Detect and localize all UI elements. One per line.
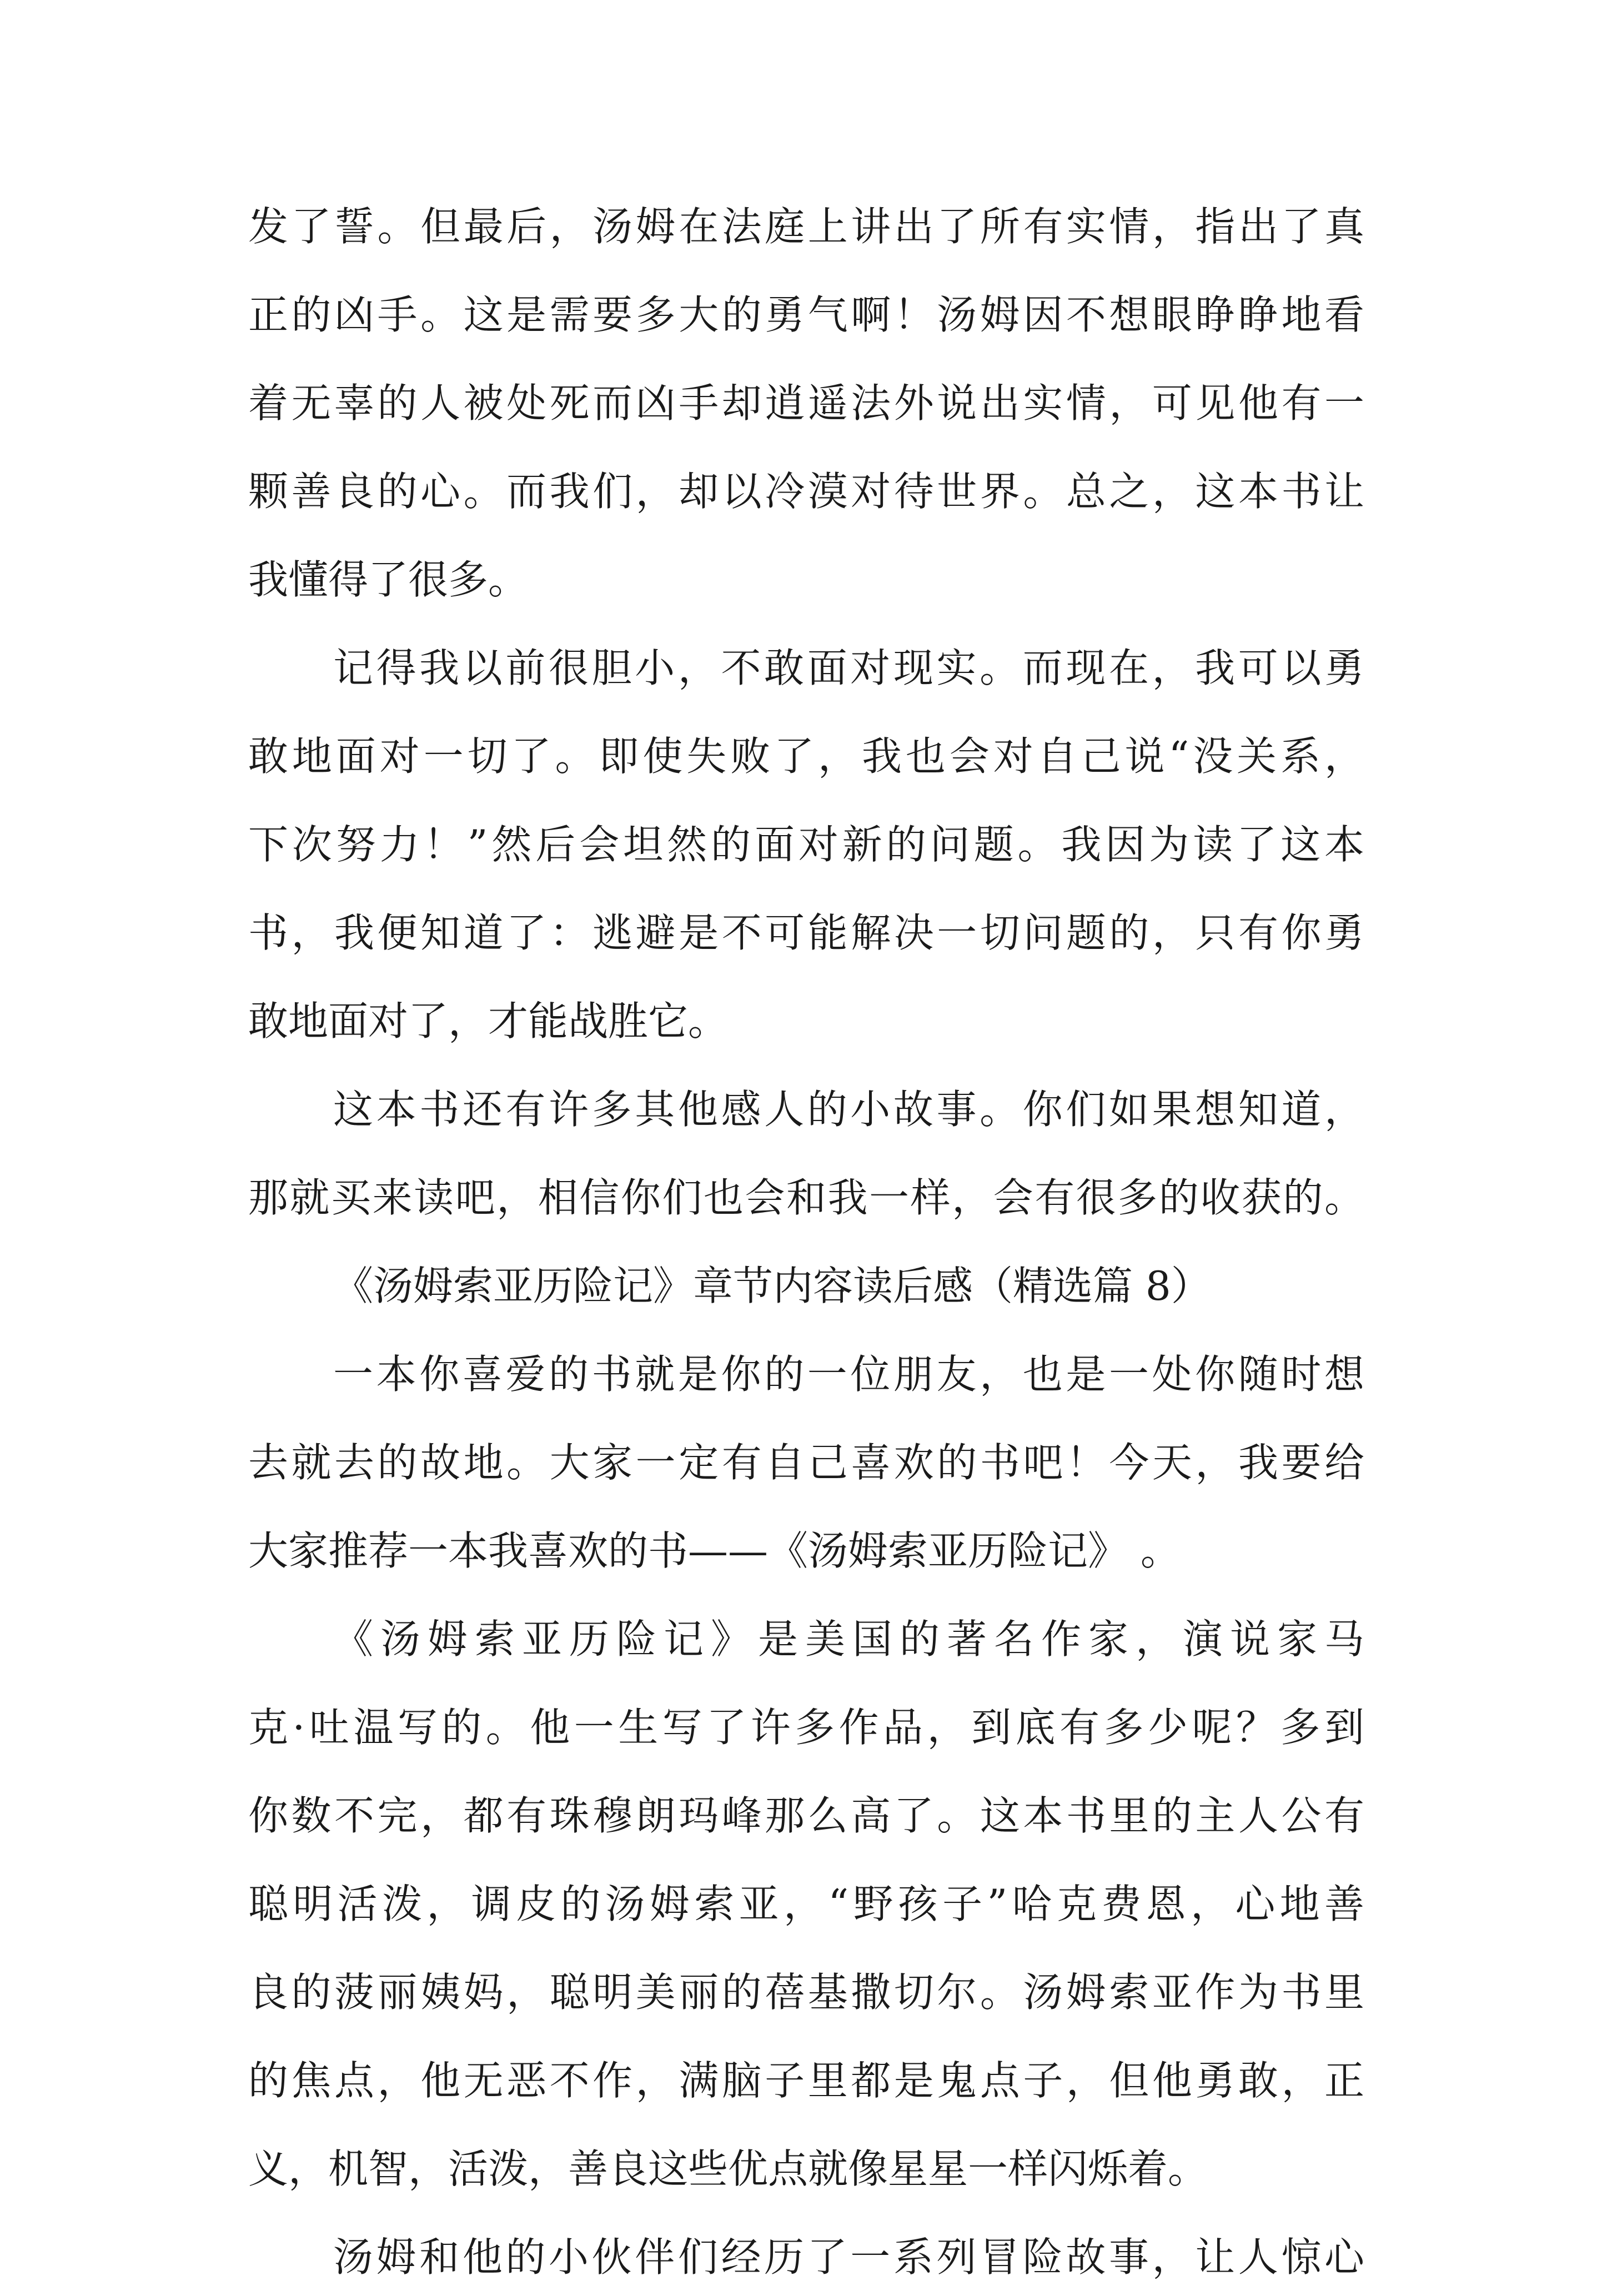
text-line: 那就买来读吧，相信你们也会和我一样，会有很多的收获的。 [248, 1174, 1364, 1221]
text-line: 敢地面对一切了。即使失败了，我也会对自己说“没关系， [248, 733, 1364, 780]
paragraph-first-line: 记得我以前很胆小，不敢面对现实。而现在，我可以勇 [333, 645, 1364, 691]
text-line: 着无辜的人被处死而凶手却逍遥法外说出实情，可见他有一 [248, 380, 1364, 426]
text-line: 下次努力！”然后会坦然的面对新的问题。我因为读了这本 [248, 821, 1364, 868]
text-line: 书，我便知道了：逃避是不可能解决一切问题的，只有你勇 [248, 910, 1364, 956]
text-line: 我懂得了很多。 [248, 556, 529, 603]
text-line: 发了誓。但最后，汤姆在法庭上讲出了所有实情，指出了真 [248, 203, 1364, 250]
paragraph-first-line: 汤姆和他的小伙伴们经历了一系列冒险故事，让人惊心 [333, 2234, 1364, 2280]
text-line: 的焦点，他无恶不作，满脑子里都是鬼点子，但他勇敢，正 [248, 2057, 1364, 2104]
text-line: 大家推荐一本我喜欢的书——《汤姆索亚历险记》 。 [248, 1528, 1181, 1574]
text-line: 聪明活泼，调皮的汤姆索亚，“野孩子”哈克费恩，心地善 [248, 1881, 1364, 1927]
text-line: 正的凶手。这是需要多大的勇气啊！汤姆因不想眼睁睁地看 [248, 292, 1364, 338]
paragraph-first-line: 一本你喜爱的书就是你的一位朋友，也是一处你随时想 [333, 1351, 1364, 1398]
text-line: 义，机智，活泼，善良这些优点就像星星一样闪烁着。 [248, 2146, 1208, 2192]
paragraph-first-line: 这本书还有许多其他感人的小故事。你们如果想知道， [333, 1086, 1364, 1133]
text-line: 良的菠丽姨妈，聪明美丽的蓓基撒切尔。汤姆索亚作为书里 [248, 1969, 1364, 2016]
text-line: 颗善良的心。而我们，却以冷漠对待世界。总之，这本书让 [248, 468, 1364, 515]
paragraph-first-line: 《汤姆索亚历险记》是美国的著名作家，演说家马 [333, 1616, 1364, 1662]
text-line: 你数不完，都有珠穆朗玛峰那么高了。这本书里的主人公有 [248, 1792, 1364, 1839]
text-line: 敢地面对了，才能战胜它。 [248, 998, 729, 1044]
text-line: 去就去的故地。大家一定有自己喜欢的书吧！今天，我要给 [248, 1439, 1364, 1486]
text-line: 克·吐温写的。他一生写了许多作品，到底有多少呢？多到 [248, 1704, 1364, 1751]
section-heading: 《汤姆索亚历险记》章节内容读后感（精选篇 8） [333, 1263, 1211, 1309]
